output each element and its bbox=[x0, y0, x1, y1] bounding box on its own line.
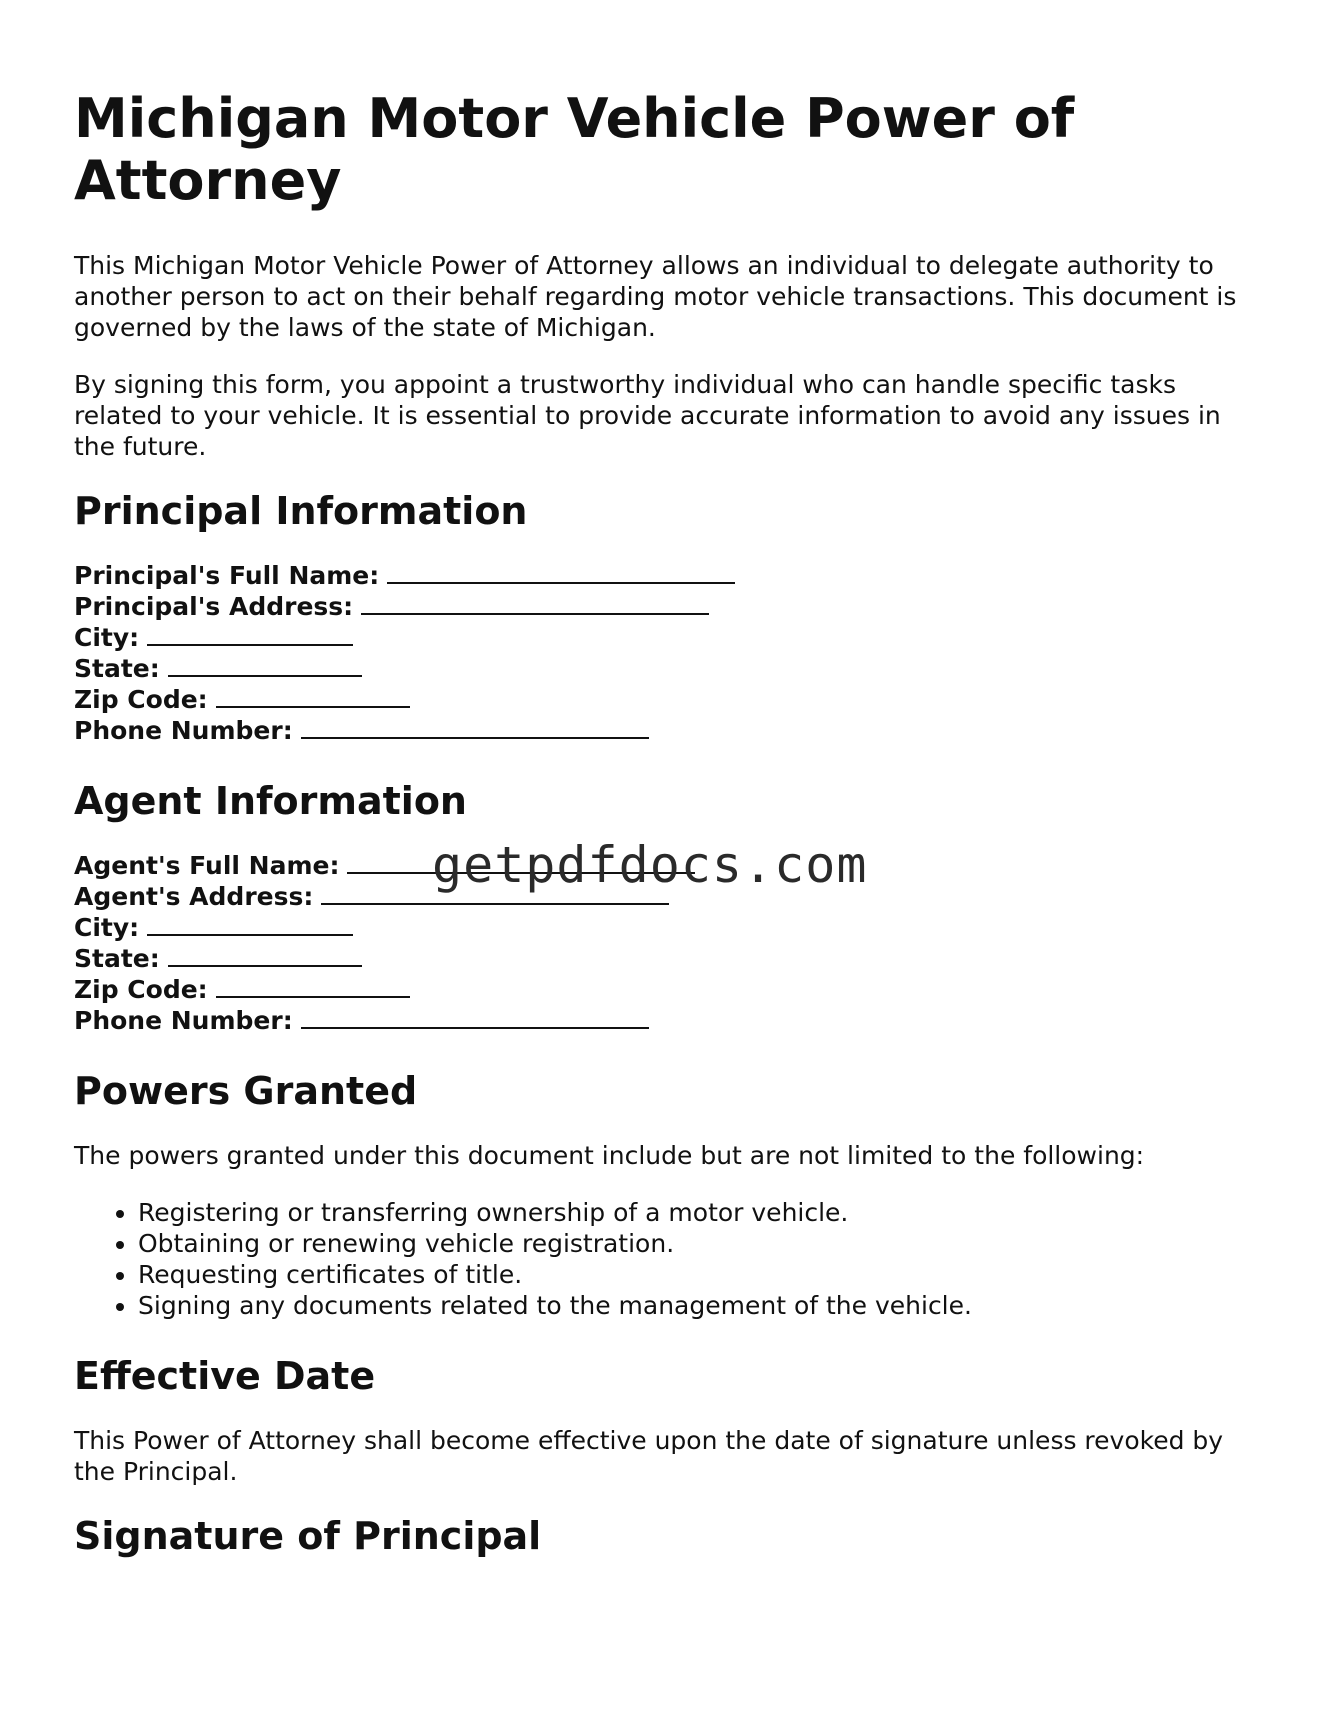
agent-zip-label: Zip Code: bbox=[74, 975, 208, 1004]
agent-zip-blank[interactable] bbox=[216, 974, 410, 998]
effective-date-text: This Power of Attorney shall become effective upon the date of signature unless revoked by the Principal. bbox=[74, 1426, 1224, 1486]
list-item: • Obtaining or renewing vehicle registration. bbox=[138, 1228, 1269, 1259]
agent-city-field bbox=[74, 912, 1269, 943]
agent-address-label: Agent's Address: bbox=[74, 882, 314, 911]
principal-phone-field bbox=[74, 715, 1269, 746]
principal-address-blank[interactable] bbox=[361, 591, 709, 615]
principal-zip-field bbox=[74, 684, 1269, 715]
principal-state-blank[interactable] bbox=[168, 653, 362, 677]
principal-address-field bbox=[74, 591, 1269, 622]
principal-name-label: Principal's Full Name: bbox=[74, 561, 380, 590]
principal-name-field bbox=[74, 560, 1269, 591]
agent-phone-label: Phone Number: bbox=[74, 1006, 293, 1035]
principal-phone-label: Phone Number: bbox=[74, 716, 293, 745]
principal-city-blank[interactable] bbox=[147, 622, 353, 646]
principal-zip-blank[interactable] bbox=[216, 684, 410, 708]
intro-paragraph-2: By signing this form, you appoint a trustworthy individual who can handle specific tasks related to your vehicle. It is essential to provide accurate information to avoid any issues in the future. bbox=[74, 370, 1221, 461]
principal-state-label: State: bbox=[74, 654, 160, 683]
principal-name-blank[interactable] bbox=[387, 560, 735, 584]
agent-state-label: State: bbox=[74, 944, 160, 973]
list-item: • Signing any documents related to the management of the vehicle. bbox=[138, 1290, 1269, 1321]
document-title: Michigan Motor Vehicle Power of Attorney bbox=[74, 87, 1075, 212]
principal-heading: Principal Information bbox=[74, 489, 528, 533]
agent-phone-field bbox=[74, 1005, 1269, 1036]
agent-state-blank[interactable] bbox=[168, 943, 362, 967]
powers-intro: The powers granted under this document include but are not limited to the following: bbox=[74, 1141, 1145, 1170]
agent-name-label: Agent's Full Name: bbox=[74, 851, 340, 880]
agent-zip-field bbox=[74, 974, 1269, 1005]
signature-heading: Signature of Principal bbox=[74, 1514, 542, 1558]
principal-fields bbox=[74, 560, 1269, 746]
agent-heading: Agent Information bbox=[74, 779, 467, 823]
watermark: getpdfdocs.com bbox=[432, 836, 868, 894]
agent-phone-blank[interactable] bbox=[301, 1005, 649, 1029]
list-item: • Registering or transferring ownership of a motor vehicle. bbox=[138, 1197, 1269, 1228]
list-item: • Requesting certificates of title. bbox=[138, 1259, 1269, 1290]
agent-city-blank[interactable] bbox=[147, 912, 353, 936]
intro-paragraph-1: This Michigan Motor Vehicle Power of Attorney allows an individual to delegate authority to another person to act on their behalf regarding motor vehicle transactions. This document is governed by the laws of the state of Michigan. bbox=[74, 251, 1237, 342]
principal-state-field bbox=[74, 653, 1269, 684]
principal-phone-blank[interactable] bbox=[301, 715, 649, 739]
agent-city-label: City: bbox=[74, 913, 140, 942]
effective-date-heading: Effective Date bbox=[74, 1354, 376, 1398]
powers-heading: Powers Granted bbox=[74, 1069, 418, 1113]
principal-city-label: City: bbox=[74, 623, 140, 652]
powers-list bbox=[74, 1197, 1269, 1321]
principal-address-label: Principal's Address: bbox=[74, 592, 354, 621]
principal-zip-label: Zip Code: bbox=[74, 685, 208, 714]
agent-state-field bbox=[74, 943, 1269, 974]
principal-city-field bbox=[74, 622, 1269, 653]
